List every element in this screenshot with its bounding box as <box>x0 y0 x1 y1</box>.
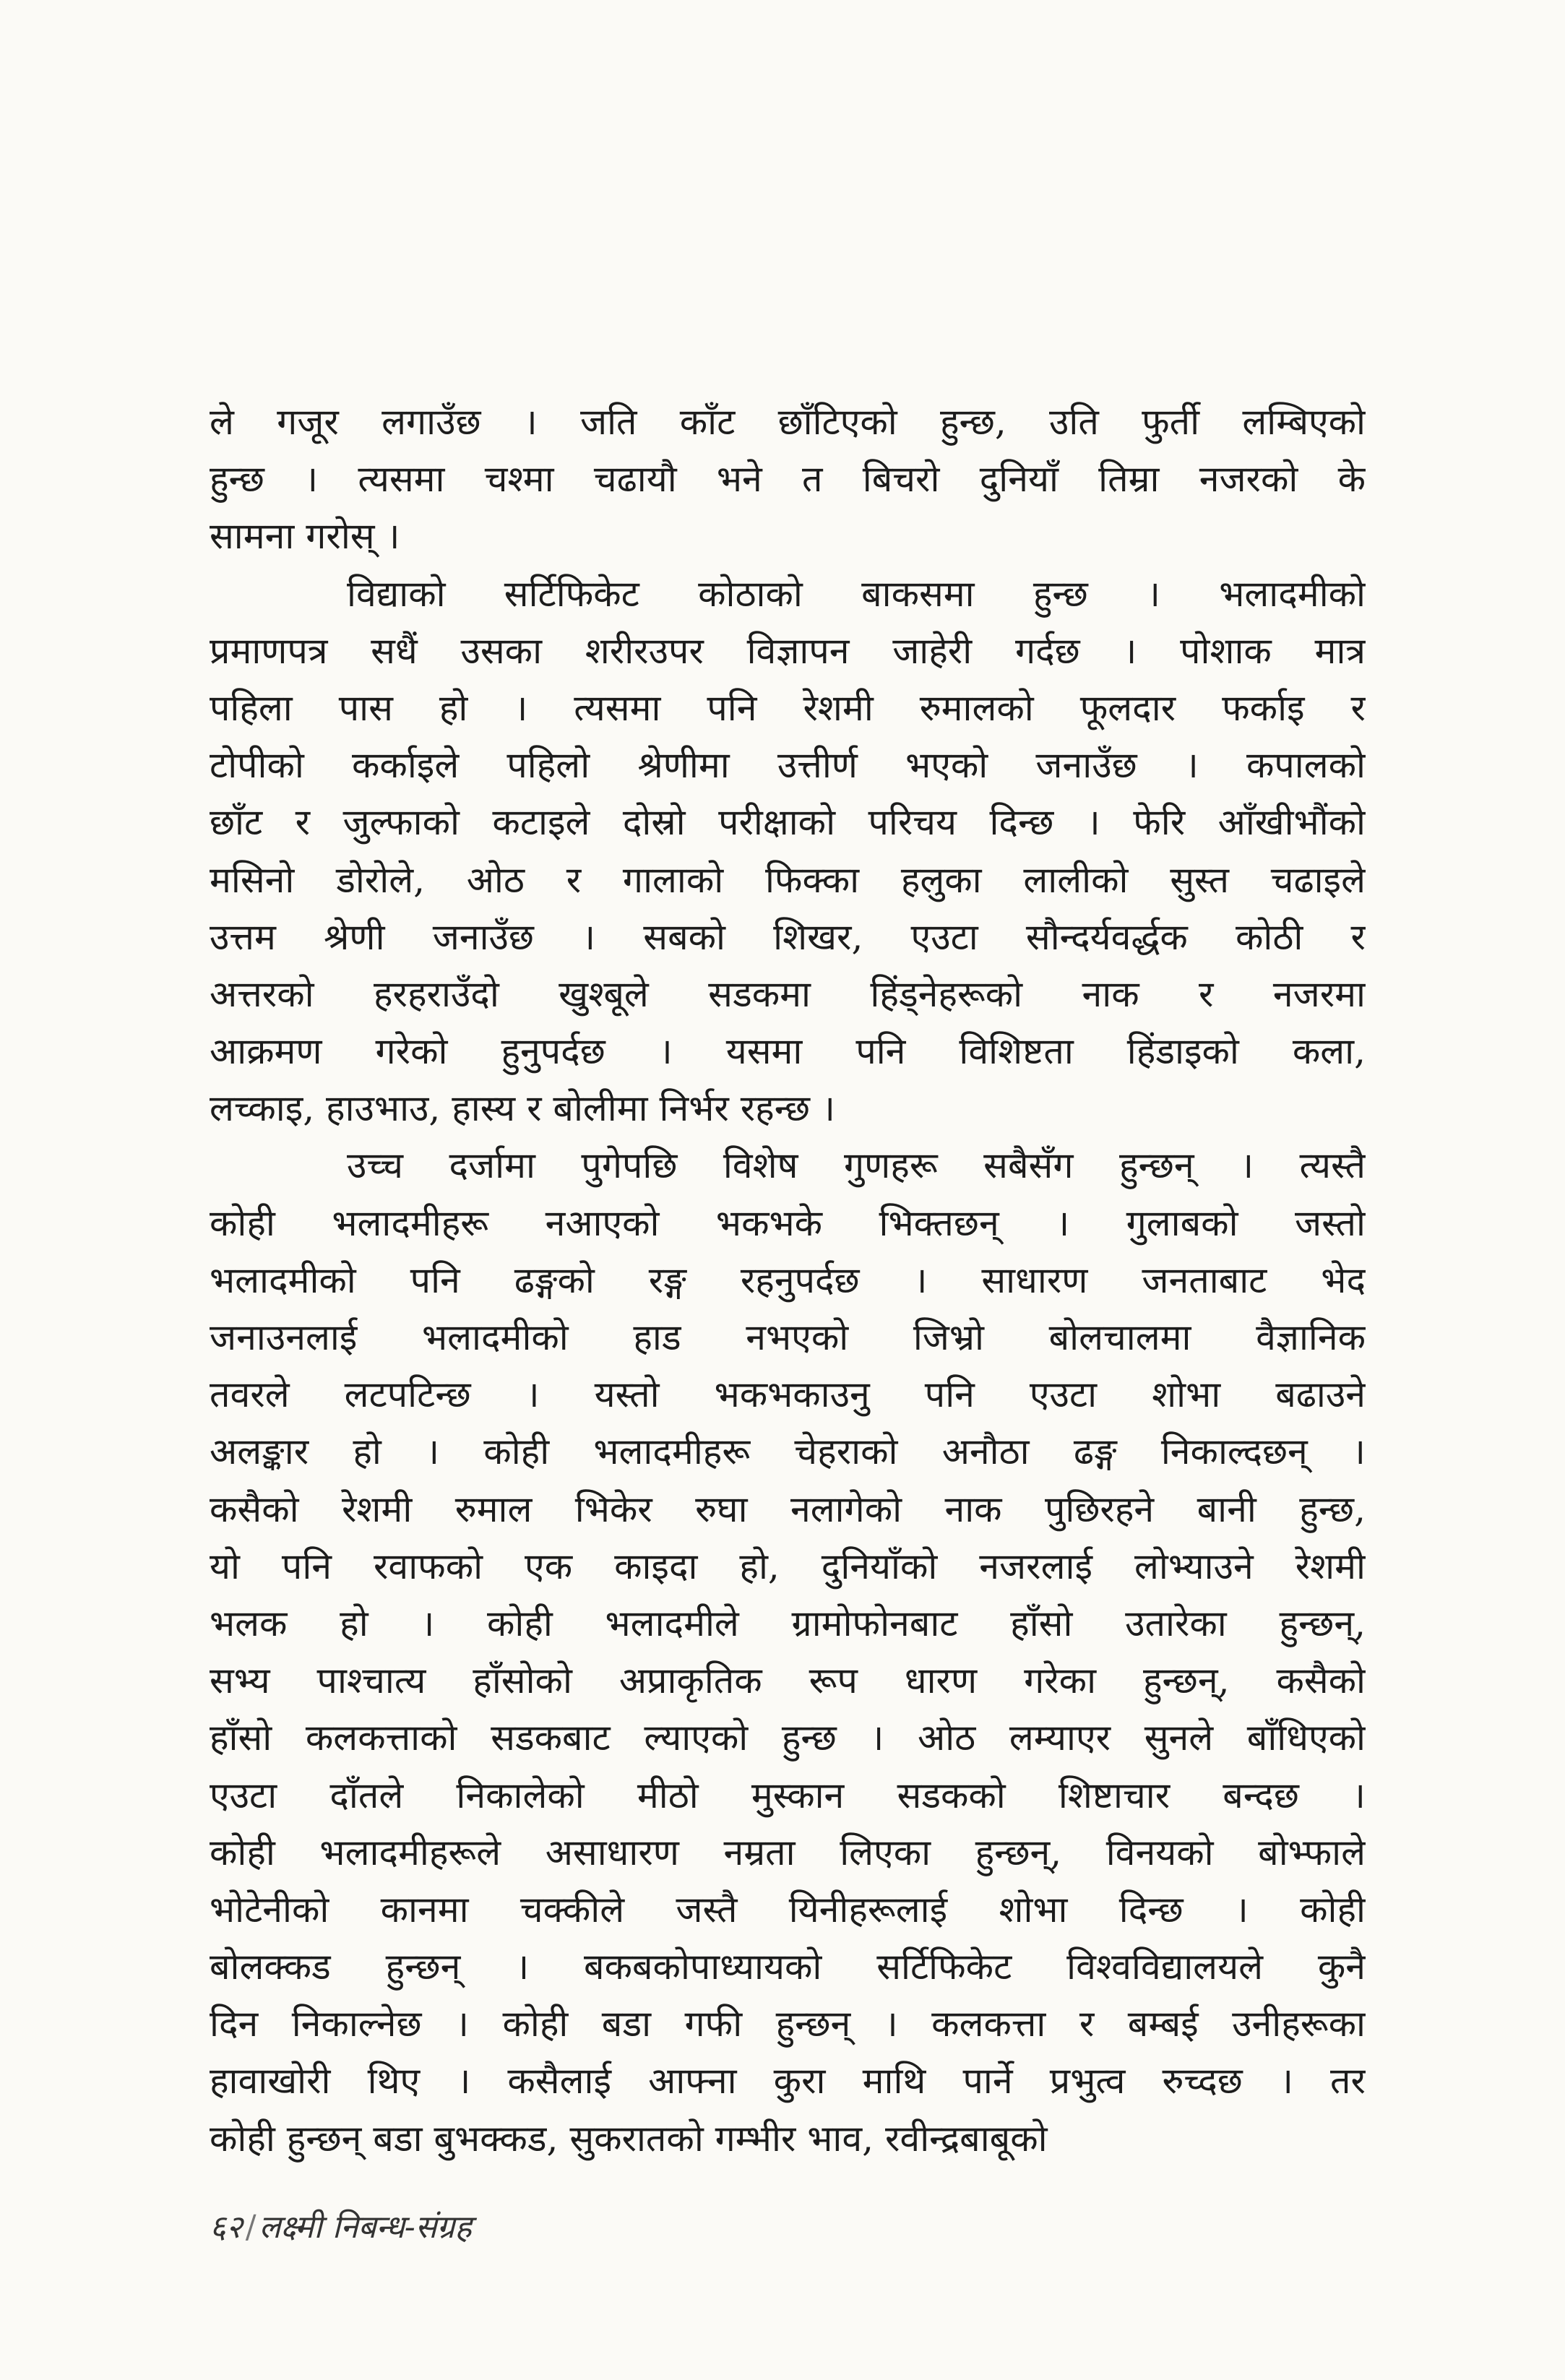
text-line: छाँट र जुल्फाको कटाइले दोस्रो परीक्षाको परिचय दिन्छ । फेरि आँखीभौंको <box>210 801 1366 844</box>
text-line: बोलक्कड हुन्छन् । बकबकोपाध्यायको सर्टिफिकेट विश्वविद्यालयले कुनै <box>210 1946 1366 1988</box>
text-line: लच्काइ, हाउभाउ, हास्य र बोलीमा निर्भर रहन्छ । <box>210 1087 835 1130</box>
paragraph <box>210 566 1366 1138</box>
text-line: तवरले लटपटिन्छ । यस्तो भकभकाउनु पनि एउटा शोभा बढाउने <box>210 1374 1366 1416</box>
text-line: उच्च दर्जामा पुगेपछि विशेष गुणहरू सबैसँग हुन्छन् । त्यस्तै <box>347 1144 1366 1187</box>
text-line: जनाउनलाई भलादमीको हाड नभएको जिभ्रो बोलचालमा वैज्ञानिक <box>210 1316 1366 1358</box>
text-line: यो पनि रवाफको एक काइदा हो, दुनियाँको नजरलाई लोभ्याउने रेशमी <box>210 1545 1366 1587</box>
text-line: प्रमाणपत्र सधैं उसका शरीरउपर विज्ञापन जाहेरी गर्दछ । पोशाक मात्र <box>210 629 1366 672</box>
text-line: ले गजूर लगाउँछ । जति काँट छाँटिएको हुन्छ, उति फुर्ती लम्बिएको <box>210 401 1366 443</box>
text-line: सभ्य पाश्चात्य हाँसोको अप्राकृतिक रूप धारण गरेका हुन्छन्, कसैको <box>210 1660 1366 1702</box>
text-line: हुन्छ । त्यसमा चश्मा चढायौ भने त बिचरो दुनियाँ तिम्रा नजरको के <box>210 458 1366 501</box>
paragraph <box>210 1137 1366 2167</box>
page-body-text <box>210 394 1366 2168</box>
text-line: कोही भलादमीहरूले असाधारण नम्रता लिएका हुन्छन्, विनयको बोभ्फाले <box>210 1831 1366 1874</box>
text-line: कोही भलादमीहरू नआएको भकभके भिक्तछन् । गुलाबको जस्तो <box>210 1202 1366 1244</box>
text-line: विद्याको सर्टिफिकेट कोठाको बाकसमा हुन्छ । भलादमीको <box>347 572 1366 615</box>
book-title: लक्ष्मी निबन्ध-संग्रह <box>259 2209 472 2246</box>
text-line: अत्तरको हरहराउँदो खुश्बूले सडकमा हिंड्नेहरूको नाक र नजरमा <box>210 973 1366 1015</box>
text-line: उत्तम श्रेणी जनाउँछ । सबको शिखर, एउटा सौन्दर्यवर्द्धक कोठी र <box>210 915 1366 958</box>
text-line: मसिनो डोरोले, ओठ र गालाको फिक्का हलुका लालीको सुस्त चढाइले <box>210 858 1366 901</box>
text-line: दिन निकाल्नेछ । कोही बडा गफी हुन्छन् । कलकत्ता र बम्बई उनीहरूका <box>210 2003 1366 2045</box>
paragraph <box>210 394 1366 566</box>
text-line: भलादमीको पनि ढङ्गको रङ्ग रहनुपर्दछ । साधारण जनताबाट भेद <box>210 1259 1366 1301</box>
text-line: एउटा दाँतले निकालेको मीठो मुस्कान सडकको शिष्टाचार बन्दछ । <box>210 1774 1366 1816</box>
text-line: आक्रमण गरेको हुनुपर्दछ । यसमा पनि विशिष्टता हिंडाइको कला, <box>210 1030 1366 1073</box>
footer-separator: / <box>245 2209 256 2246</box>
text-line: हाँसो कलकत्ताको सडकबाट ल्याएको हुन्छ । ओठ लम्याएर सुनले बाँधिएको <box>210 1717 1366 1759</box>
page-number: ६२ <box>210 2209 243 2246</box>
text-line: भोटेनीको कानमा चक्कीले जस्तै यिनीहरूलाई शोभा दिन्छ । कोही <box>210 1888 1366 1931</box>
text-line: कसैको रेशमी रुमाल भिकेर रुघा नलागेको नाक पुछिरहने बानी हुन्छ, <box>210 1488 1366 1530</box>
text-line: हावाखोरी थिए । कसैलाई आफ्ना कुरा माथि पार्ने प्रभुत्व रुच्दछ । तर <box>210 2060 1366 2103</box>
text-line: अलङ्कार हो । कोही भलादमीहरू चेहराको अनौठा ढङ्ग निकाल्दछन् । <box>210 1431 1366 1473</box>
text-line: कोही हुन्छन् बडा बुभक्कड, सुकरातको गम्भीर भाव, रवीन्द्रबाबूको <box>210 2117 1048 2160</box>
text-line: भलक हो । कोही भलादमीले ग्रामोफोनबाट हाँसो उतारेका हुन्छन्, <box>210 1602 1366 1644</box>
text-line: सामना गरोस् । <box>210 515 400 558</box>
text-line: टोपीको कर्काइले पहिलो श्रेणीमा उत्तीर्ण भएको जनाउँछ । कपालको <box>210 744 1366 787</box>
page-footer <box>210 2204 472 2247</box>
text-line: पहिला पास हो । त्यसमा पनि रेशमी रुमालको फूलदार फर्काइ र <box>210 686 1366 729</box>
